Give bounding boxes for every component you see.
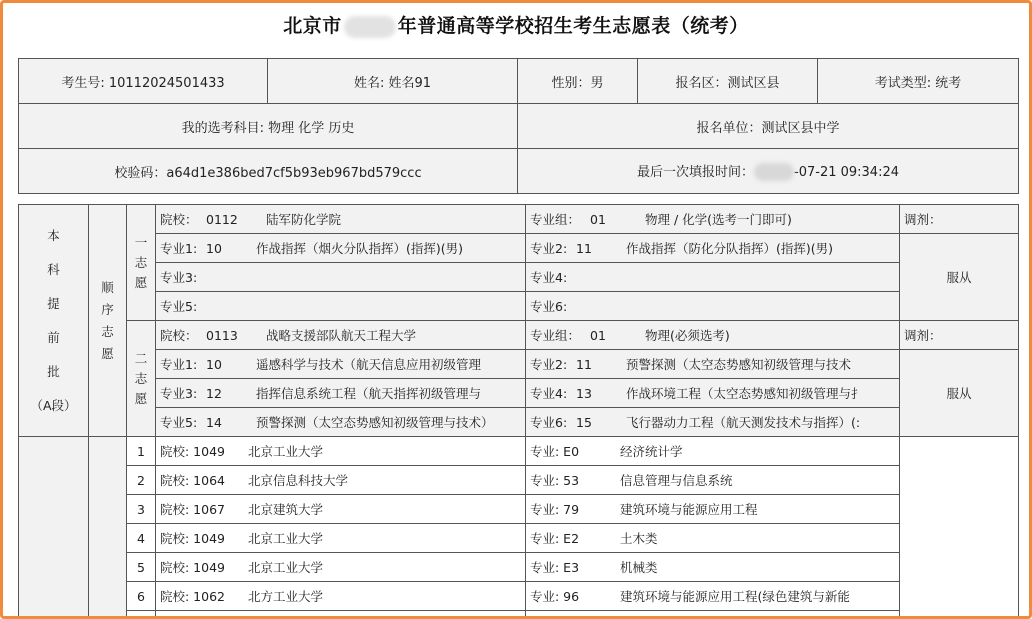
school-label: 院校: 1049 xyxy=(160,560,225,575)
school-name: 北京工业大学 xyxy=(248,560,324,575)
row-major xyxy=(526,553,900,582)
school-label: 院校: 1049 xyxy=(160,444,225,459)
group-code: 01 xyxy=(590,212,606,227)
ordinal-char: 志 xyxy=(134,254,148,270)
major-label: 专业3: xyxy=(160,386,198,401)
row-school xyxy=(156,582,526,611)
row-school xyxy=(156,437,526,466)
major-name: 经济统计学 xyxy=(620,444,683,459)
major-label: 专业: E0 xyxy=(530,444,580,459)
ordinal-char: 愿 xyxy=(134,390,148,406)
group2-major-5 xyxy=(156,408,526,437)
group-subjects: 物理 / 化学(选考一门即可) xyxy=(645,212,792,227)
group1-major-group xyxy=(526,205,900,234)
major-label: 专业: E2 xyxy=(530,531,580,546)
major-label: 专业6: xyxy=(530,299,568,314)
major-name: 飞行器动力工程（航天测发技术与指挥）(: xyxy=(626,415,861,430)
school-unit: 报名单位：测试区县中学 xyxy=(518,104,1019,149)
major-name: 预警探测（太空态势感知初级管理与技术） xyxy=(256,415,494,430)
major-label: 专业2: xyxy=(530,357,568,372)
group1-major-6 xyxy=(526,292,900,321)
row-number: 5 xyxy=(127,553,156,582)
order-char: 顺 xyxy=(101,279,114,295)
batch-char: 批 xyxy=(47,363,60,379)
row-number: 6 xyxy=(127,582,156,611)
major-label: 专业4: xyxy=(530,270,568,285)
row-major xyxy=(526,524,900,553)
batch-char: 本 xyxy=(47,227,60,243)
title-prefix: 北京市 xyxy=(283,15,342,37)
exam-type: 考试类型: 统考 xyxy=(818,59,1019,104)
row-school xyxy=(156,524,526,553)
group1-major-3 xyxy=(156,263,526,292)
major-code: 10 xyxy=(206,241,222,256)
school-label: 院校： xyxy=(160,328,198,343)
major-label: 专业4: xyxy=(530,386,568,401)
last-fill-time xyxy=(518,149,1019,194)
group1-major-4 xyxy=(526,263,900,292)
redacted-date xyxy=(754,163,794,181)
major-label: 专业5: xyxy=(160,415,198,430)
group2-major-6 xyxy=(526,408,900,437)
group2-adjust-value: 服从 xyxy=(900,350,1019,437)
major-code: 13 xyxy=(576,386,592,401)
batch2-adjust xyxy=(900,437,1019,619)
row-major xyxy=(526,582,900,611)
group-label: 专业组： xyxy=(530,212,581,227)
ordinal-char: 愿 xyxy=(134,274,148,290)
group1-school xyxy=(156,205,526,234)
major-label: 专业5: xyxy=(160,299,198,314)
batch-char: （A段） xyxy=(30,397,77,413)
ordinal-char: 一 xyxy=(134,234,148,250)
batch-char: 提 xyxy=(47,295,60,311)
group2-major-4 xyxy=(526,379,900,408)
group-subjects: 物理(必须选考) xyxy=(645,328,730,343)
major-name: 建筑环境与能源应用工程 xyxy=(620,502,758,517)
major-code: 10 xyxy=(206,357,222,372)
major-label: 专业2: xyxy=(530,241,568,256)
school-label: 院校: 1064 xyxy=(160,473,225,488)
school-label: 院校: 1049 xyxy=(160,531,225,546)
major-label: 专业1: xyxy=(160,241,198,256)
ordinal-char: 志 xyxy=(134,370,148,386)
group2-major-group xyxy=(526,321,900,350)
school-name: 北京建筑大学 xyxy=(248,502,324,517)
title-suffix: 年普通高等学校招生考生志愿表（统考） xyxy=(397,15,749,37)
batch2-order xyxy=(89,437,127,619)
row-number: 3 xyxy=(127,495,156,524)
group1-major-5 xyxy=(156,292,526,321)
school-name: 北京工业大学 xyxy=(248,531,324,546)
order-label xyxy=(89,205,127,437)
order-char: 序 xyxy=(101,301,114,317)
school-name: 战略支援部队航天工程大学 xyxy=(266,328,417,343)
row-major xyxy=(526,466,900,495)
row-number: 2 xyxy=(127,466,156,495)
major-name: 土木类 xyxy=(620,531,658,546)
row-school xyxy=(156,611,526,619)
school-name: 北方工业大学 xyxy=(248,589,324,604)
group2-major-1 xyxy=(156,350,526,379)
batch2-label xyxy=(19,437,89,619)
row-school xyxy=(156,495,526,524)
order-char: 志 xyxy=(101,323,114,339)
group1-major-1 xyxy=(156,234,526,263)
row-number: 4 xyxy=(127,524,156,553)
major-code: 11 xyxy=(576,357,592,372)
gender: 性别：男 xyxy=(518,59,638,104)
major-label: 专业1: xyxy=(160,357,198,372)
major-name: 遥感科学与技术（航天信息应用初级管理 xyxy=(256,357,482,372)
major-label: 专业: 53 xyxy=(530,473,580,488)
major-name: 信息管理与信息系统 xyxy=(620,473,733,488)
group2-adjust-label: 调剂： xyxy=(900,321,1019,350)
major-name: 作战指挥（烟火分队指挥）(指挥)(男) xyxy=(256,241,464,256)
major-label: 专业6: xyxy=(530,415,568,430)
row-school xyxy=(156,466,526,495)
major-label: 专业3: xyxy=(160,270,198,285)
group2-school xyxy=(156,321,526,350)
group1-adjust-value: 服从 xyxy=(900,234,1019,321)
school-code: 0112 xyxy=(206,212,238,227)
group1-adjust-label: 调剂： xyxy=(900,205,1019,234)
major-name: 机械类 xyxy=(620,560,658,575)
major-code: 14 xyxy=(206,415,222,430)
last-fill-label: 最后一次填报时间： xyxy=(637,164,755,180)
major-code: 11 xyxy=(576,241,592,256)
group2-major-3 xyxy=(156,379,526,408)
major-label: 专业: 79 xyxy=(530,502,580,517)
school-label: 院校: 1067 xyxy=(160,502,225,517)
major-name: 预警探测（太空态势感知初级管理与技术 xyxy=(626,357,852,372)
major-label: 专业: E3 xyxy=(530,560,580,575)
group1-ordinal xyxy=(127,205,156,321)
district: 报名区：测试区县 xyxy=(638,59,818,104)
major-code: 15 xyxy=(576,415,592,430)
major-name: 建筑环境与能源应用工程(绿色建筑与新能 xyxy=(620,589,850,604)
student-name: 姓名: 姓名91 xyxy=(268,59,518,104)
school-label: 院校： xyxy=(160,212,198,227)
major-code: 12 xyxy=(206,386,222,401)
school-name: 北京工业大学 xyxy=(248,444,324,459)
order-char: 愿 xyxy=(101,345,114,361)
major-name: 作战环境工程（太空态势感知初级管理与扌 xyxy=(626,386,864,401)
row-major xyxy=(526,611,900,619)
page-title xyxy=(3,11,1029,38)
group-label: 专业组： xyxy=(530,328,581,343)
school-name: 陆军防化学院 xyxy=(266,212,342,227)
group2-ordinal xyxy=(127,321,156,437)
group2-major-2 xyxy=(526,350,900,379)
group-code: 01 xyxy=(590,328,606,343)
checksum: 校验码：a64d1e386bed7cf5b93eb967bd579ccc xyxy=(19,149,518,194)
major-name: 作战指挥（防化分队指挥）(指挥)(男) xyxy=(626,241,834,256)
row-number xyxy=(127,611,156,619)
row-number: 1 xyxy=(127,437,156,466)
last-fill-value: -07-21 09:34:24 xyxy=(794,164,899,180)
ordinal-char: 二 xyxy=(134,350,148,366)
group1-major-2 xyxy=(526,234,900,263)
redacted-year xyxy=(344,16,396,38)
row-major xyxy=(526,495,900,524)
batch-char: 科 xyxy=(47,261,60,277)
batch-char: 前 xyxy=(47,329,60,345)
selected-subjects: 我的选考科目: 物理 化学 历史 xyxy=(19,104,518,149)
school-label: 院校: 1062 xyxy=(160,589,225,604)
school-code: 0113 xyxy=(206,328,238,343)
major-label: 专业: 96 xyxy=(530,589,580,604)
major-name: 指挥信息系统工程（航天指挥初级管理与 xyxy=(256,386,482,401)
exam-number: 考生号: 10112024501433 xyxy=(19,59,268,104)
row-major xyxy=(526,437,900,466)
student-info-table xyxy=(18,58,1019,194)
application-table xyxy=(18,204,1019,619)
batch-label xyxy=(19,205,89,437)
school-name: 北京信息科技大学 xyxy=(248,473,349,488)
row-school xyxy=(156,553,526,582)
